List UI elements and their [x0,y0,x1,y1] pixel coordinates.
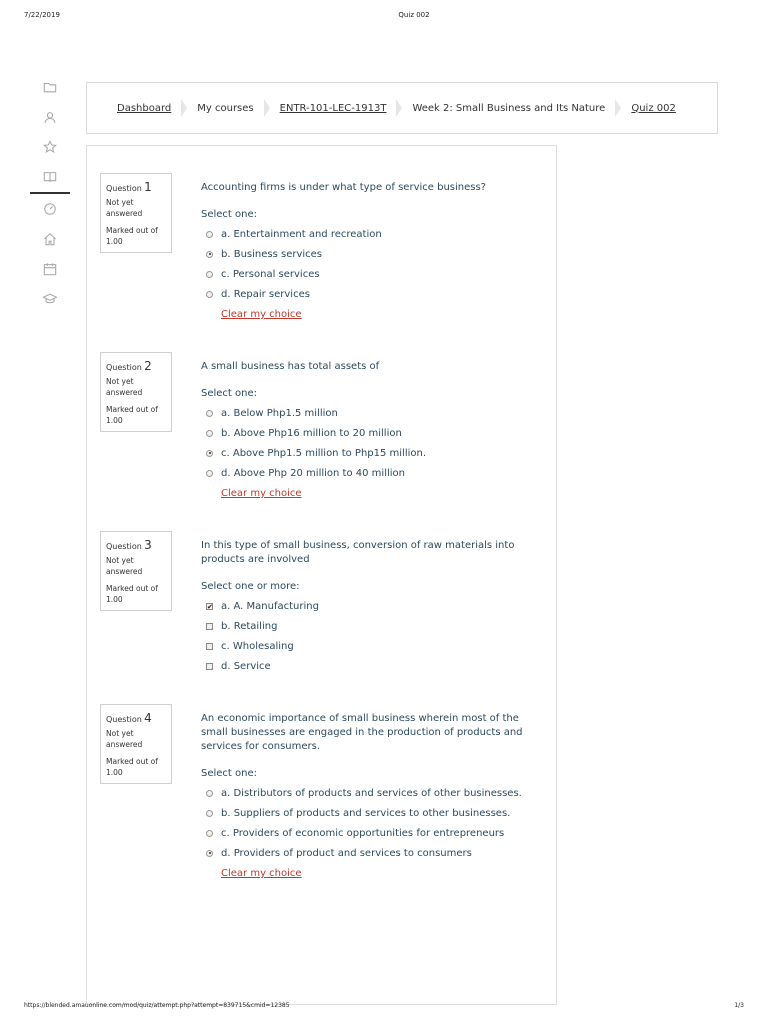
answer-label: b. Retailing [221,620,278,632]
answer-label: d. Service [221,660,271,672]
question-info [100,173,172,253]
answer-option[interactable] [201,224,536,244]
answer-prompt: Select one or more: [201,581,300,592]
question-number: 3 [144,538,152,552]
question-4 [87,691,556,891]
answer-option[interactable] [201,596,536,616]
radio-button[interactable] [206,271,213,278]
radio-button[interactable] [206,470,213,477]
answer-prompt: Select one: [201,388,258,399]
radio-button[interactable] [206,830,213,837]
home-icon[interactable] [30,224,70,254]
answer-list [201,783,536,863]
question-body [201,360,536,499]
breadcrumb-course[interactable]: ENTR-101-LEC-1913T [279,102,387,114]
folder-icon[interactable] [30,72,70,102]
answer-label: b. Above Php16 million to 20 million [221,427,402,439]
star-icon[interactable] [30,132,70,162]
question-info [100,352,172,432]
radio-button[interactable] [206,810,213,817]
print-url: https://blended.amauonline.com/mod/quiz/attempt.php?attempt=839715&cmid=12385 [24,1002,290,1009]
answer-label: c. Wholesaling [221,640,294,652]
answer-option[interactable] [201,284,536,304]
question-grade: Marked out of 1.00 [106,757,158,778]
answer-option[interactable] [201,443,536,463]
question-number: 1 [144,180,152,194]
question-body [201,539,536,676]
question-state: Not yet answered [106,198,143,219]
answer-option[interactable] [201,423,536,443]
print-date: 7/22/2019 [24,11,60,19]
book-icon[interactable] [30,162,70,194]
answer-option[interactable] [201,616,536,636]
radio-button[interactable] [206,430,213,437]
graduation-cap-icon[interactable] [30,284,70,314]
radio-button[interactable] [206,251,213,258]
answer-list [201,224,536,304]
question-text: An economic importance of small business wherein most of the small businesses are engaged in the production of products and services for consumers. [201,713,523,752]
question-label: Question [106,715,142,724]
breadcrumb-bar [86,82,718,134]
answer-label: a. Distributors of products and services of other businesses. [221,787,522,799]
print-page-count: 1/3 [734,1002,744,1009]
answer-prompt: Select one: [201,209,258,220]
breadcrumb-separator [396,99,402,117]
answer-option[interactable] [201,843,536,863]
clear-choice-link[interactable]: Clear my choice [221,488,302,499]
answer-label: a. A. Manufacturing [221,600,319,612]
radio-button[interactable] [206,291,213,298]
breadcrumb-separator [181,99,187,117]
answer-option[interactable] [201,403,536,423]
question-body [201,181,536,320]
question-state: Not yet answered [106,729,143,750]
answer-option[interactable] [201,463,536,483]
question-state: Not yet answered [106,556,143,577]
answer-label: d. Above Php 20 million to 40 million [221,467,405,479]
question-text: In this type of small business, conversion of raw materials into products are involved [201,540,515,565]
radio-button[interactable] [206,450,213,457]
side-nav [30,72,70,314]
breadcrumb-dashboard[interactable]: Dashboard [117,102,172,114]
answer-option[interactable] [201,656,536,676]
breadcrumb [87,83,717,133]
checkbox[interactable] [206,643,213,650]
radio-button[interactable] [206,790,213,797]
quiz-content [86,145,557,1005]
print-header [0,11,768,23]
answer-option[interactable] [201,803,536,823]
answer-label: c. Providers of economic opportunities for entrepreneurs [221,827,505,839]
radio-button[interactable] [206,410,213,417]
question-body [201,712,536,879]
question-2 [87,339,556,509]
question-grade: Marked out of 1.00 [106,584,158,605]
clear-choice-link[interactable]: Clear my choice [221,868,302,879]
answer-label: d. Providers of product and services to consumers [221,847,472,859]
breadcrumb-my-courses[interactable]: My courses [197,102,254,114]
breadcrumb-week[interactable]: Week 2: Small Business and Its Nature [412,102,606,114]
question-info [100,531,172,611]
answer-option[interactable] [201,264,536,284]
answer-list [201,596,536,676]
question-state: Not yet answered [106,377,143,398]
question-text: Accounting firms is under what type of service business? [201,182,486,193]
breadcrumb-separator [615,99,621,117]
answer-label: a. Entertainment and recreation [221,228,382,240]
question-info [100,704,172,784]
answer-option[interactable] [201,823,536,843]
question-label: Question [106,184,142,193]
question-grade: Marked out of 1.00 [106,226,158,247]
clear-choice-link[interactable]: Clear my choice [221,309,302,320]
radio-button[interactable] [206,850,213,857]
answer-option[interactable] [201,783,536,803]
answer-list [201,403,536,483]
answer-label: c. Personal services [221,268,320,280]
question-number: 2 [144,359,152,373]
answer-label: d. Repair services [221,288,310,300]
question-number: 4 [144,711,152,725]
answer-prompt: Select one: [201,768,258,779]
breadcrumb-quiz[interactable]: Quiz 002 [631,102,676,114]
print-title: Quiz 002 [398,11,430,19]
question-text: A small business has total assets of [201,361,380,372]
question-grade: Marked out of 1.00 [106,405,158,426]
dashboard-gauge-icon[interactable] [30,194,70,224]
radio-button[interactable] [206,231,213,238]
answer-label: c. Above Php1.5 million to Php15 million. [221,447,427,459]
user-icon[interactable] [30,102,70,132]
checkbox[interactable] [206,663,213,670]
question-3 [87,518,556,688]
checkbox[interactable]: ✔ [207,602,213,611]
answer-label: b. Suppliers of products and services to other businesses. [221,807,511,819]
answer-label: b. Business services [221,248,323,260]
calendar-icon[interactable] [30,254,70,284]
checkbox[interactable] [206,623,213,630]
question-label: Question [106,542,142,551]
print-footer [0,1002,768,1014]
answer-option[interactable] [201,636,536,656]
breadcrumb-separator [264,99,270,117]
answer-option[interactable] [201,244,536,264]
question-label: Question [106,363,142,372]
question-1 [87,160,556,330]
answer-label: a. Below Php1.5 million [221,407,338,419]
